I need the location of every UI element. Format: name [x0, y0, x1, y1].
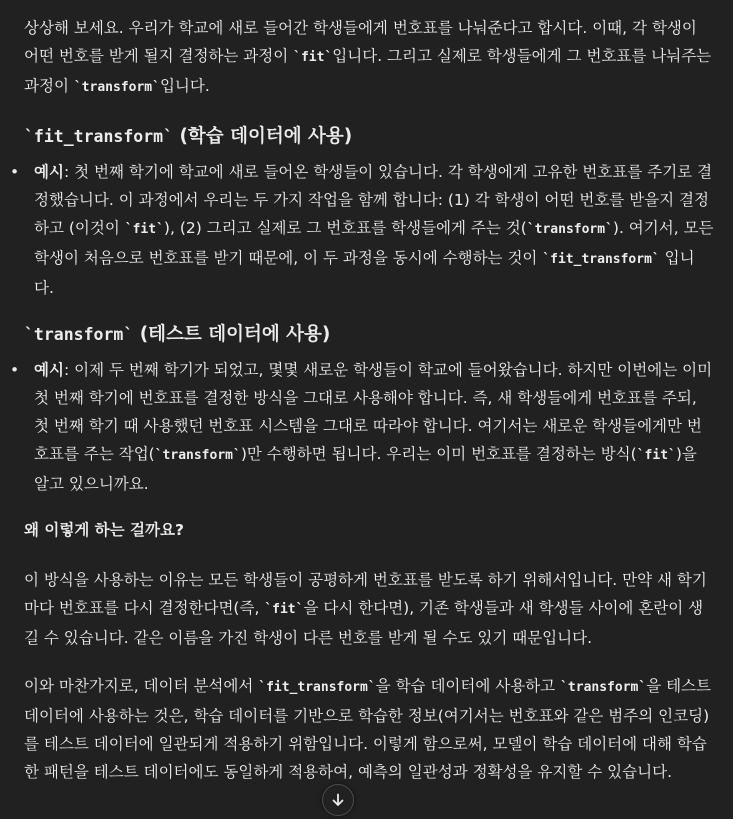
- inline-code: `transform`: [526, 222, 613, 237]
- text: 이 방식을 사용하는 이유는 모든 학생들이 공평하게 번호표를 받도록 하기 위해서입니다. 만약 새 학기마다 번호표를 다시 결정한다면(즉,: [24, 571, 707, 617]
- example-label: 예시: [34, 163, 64, 181]
- text: ), (2) 그리고 실제로 그 번호표를 학생들에게 주는 것(: [163, 219, 527, 237]
- inline-code: `fit_transform`: [24, 127, 174, 146]
- inline-code: `fit_transform`: [542, 252, 660, 267]
- text: 입니다.: [159, 77, 210, 95]
- text: 을 학습 데이터에 사용하고: [375, 677, 561, 695]
- text: 입니다.: [34, 249, 695, 297]
- inline-code: `fit`: [264, 602, 304, 617]
- heading-text: (학습 데이터에 사용): [173, 126, 353, 147]
- text: 입니다. 그리고 실제로 학생들에게 그 번호표를 나눠주는 과정이: [24, 47, 712, 95]
- bullet-list: [24, 356, 714, 498]
- arrow-down-icon: [331, 793, 345, 807]
- text: )을 알고 있으니까요.: [34, 445, 697, 493]
- inline-code: `transform`: [154, 448, 241, 463]
- intro-paragraph: [24, 14, 714, 102]
- text: 이와 마찬가지로, 데이터 분석에서: [24, 677, 259, 695]
- text: 상상해 보세요. 우리가 학교에 새로 들어간 학생들에게 번호표를 나눠준다고 합시다. 이때, 각 학생이 어떤 번호를 받게 될지 결정하는 과정이: [24, 19, 697, 65]
- inline-code: `transform`: [560, 680, 647, 695]
- text: )만 수행하면 됩니다. 우리는 이미 번호표를 결정하는 방식(: [240, 445, 637, 463]
- inline-code: `fit`: [124, 222, 164, 237]
- conclusion-paragraph: [24, 672, 714, 786]
- section-heading-transform: [24, 320, 714, 350]
- example-label: 예시: [34, 361, 64, 379]
- text: : 첫 번째 학기에 학교에 새로 들어온 학생들이 있습니다. 각 학생에게 고유한 번호표를 주기로 결정했습니다. 이 과정에서 우리는 두 가지 작업을 함께 합니다: (1) 각 학생이 어떤 번호를 받을지 결정하고 (이것이: [34, 163, 713, 237]
- inline-code: `fit_transform`: [258, 680, 376, 695]
- list-item: [24, 356, 714, 498]
- why-heading: 왜 이렇게 하는 걸까요?: [24, 521, 184, 539]
- text: ). 여기서, 모든 학생이 처음으로 번호표를 받기 때문에, 이 두 과정을 동시에 수행하는 것이: [34, 219, 714, 267]
- inline-code: `fit`: [293, 50, 333, 65]
- text: 을 테스트 데이터에 사용하는 것은, 학습 데이터를 기반으로 학습한 정보(여기서는 번호표와 같은 범주의 인코딩)를 테스트 데이터에 일관되게 적용하기 위함입니다. 이렇게 함으로써, 모델이 학습 데이터에 대해 학습한 패턴을 테스트 데이터에도 동일하게 적용하여, 예측의 일관성과 정확성을 유지할 수 있습니다.: [24, 677, 712, 781]
- inline-code: `transform`: [24, 325, 134, 344]
- inline-code: `fit`: [636, 448, 676, 463]
- scroll-to-bottom-button[interactable]: [322, 784, 354, 816]
- inline-code: `transform`: [73, 80, 160, 95]
- why-paragraph: [24, 566, 714, 652]
- list-item: [24, 158, 714, 302]
- heading-text: (테스트 데이터에 사용): [133, 324, 331, 345]
- section-heading-fit-transform: [24, 122, 714, 152]
- chat-message: [24, 14, 714, 806]
- text: 을 다시 한다면), 기존 학생들과 새 학생들 사이에 혼란이 생길 수 있습니다. 같은 이름을 가진 학생이 다른 번호를 받게 될 수도 있기 때문입니다.: [24, 599, 704, 647]
- bullet-list: [24, 158, 714, 302]
- text: : 이제 두 번째 학기가 되었고, 몇몇 새로운 학생들이 학교에 들어왔습니다. 하지만 이번에는 이미 첫 번째 학기에 번호표를 결정한 방식을 그대로 사용해야 합니다. 즉, 새 학생들에게 번호표를 주되, 첫 번째 학기 때 사용했던 번호표 시스템을 그대로 따라야 합니다. 여기서는 새로운 학생들에게만 번호표를 주는 작업(: [34, 361, 713, 463]
